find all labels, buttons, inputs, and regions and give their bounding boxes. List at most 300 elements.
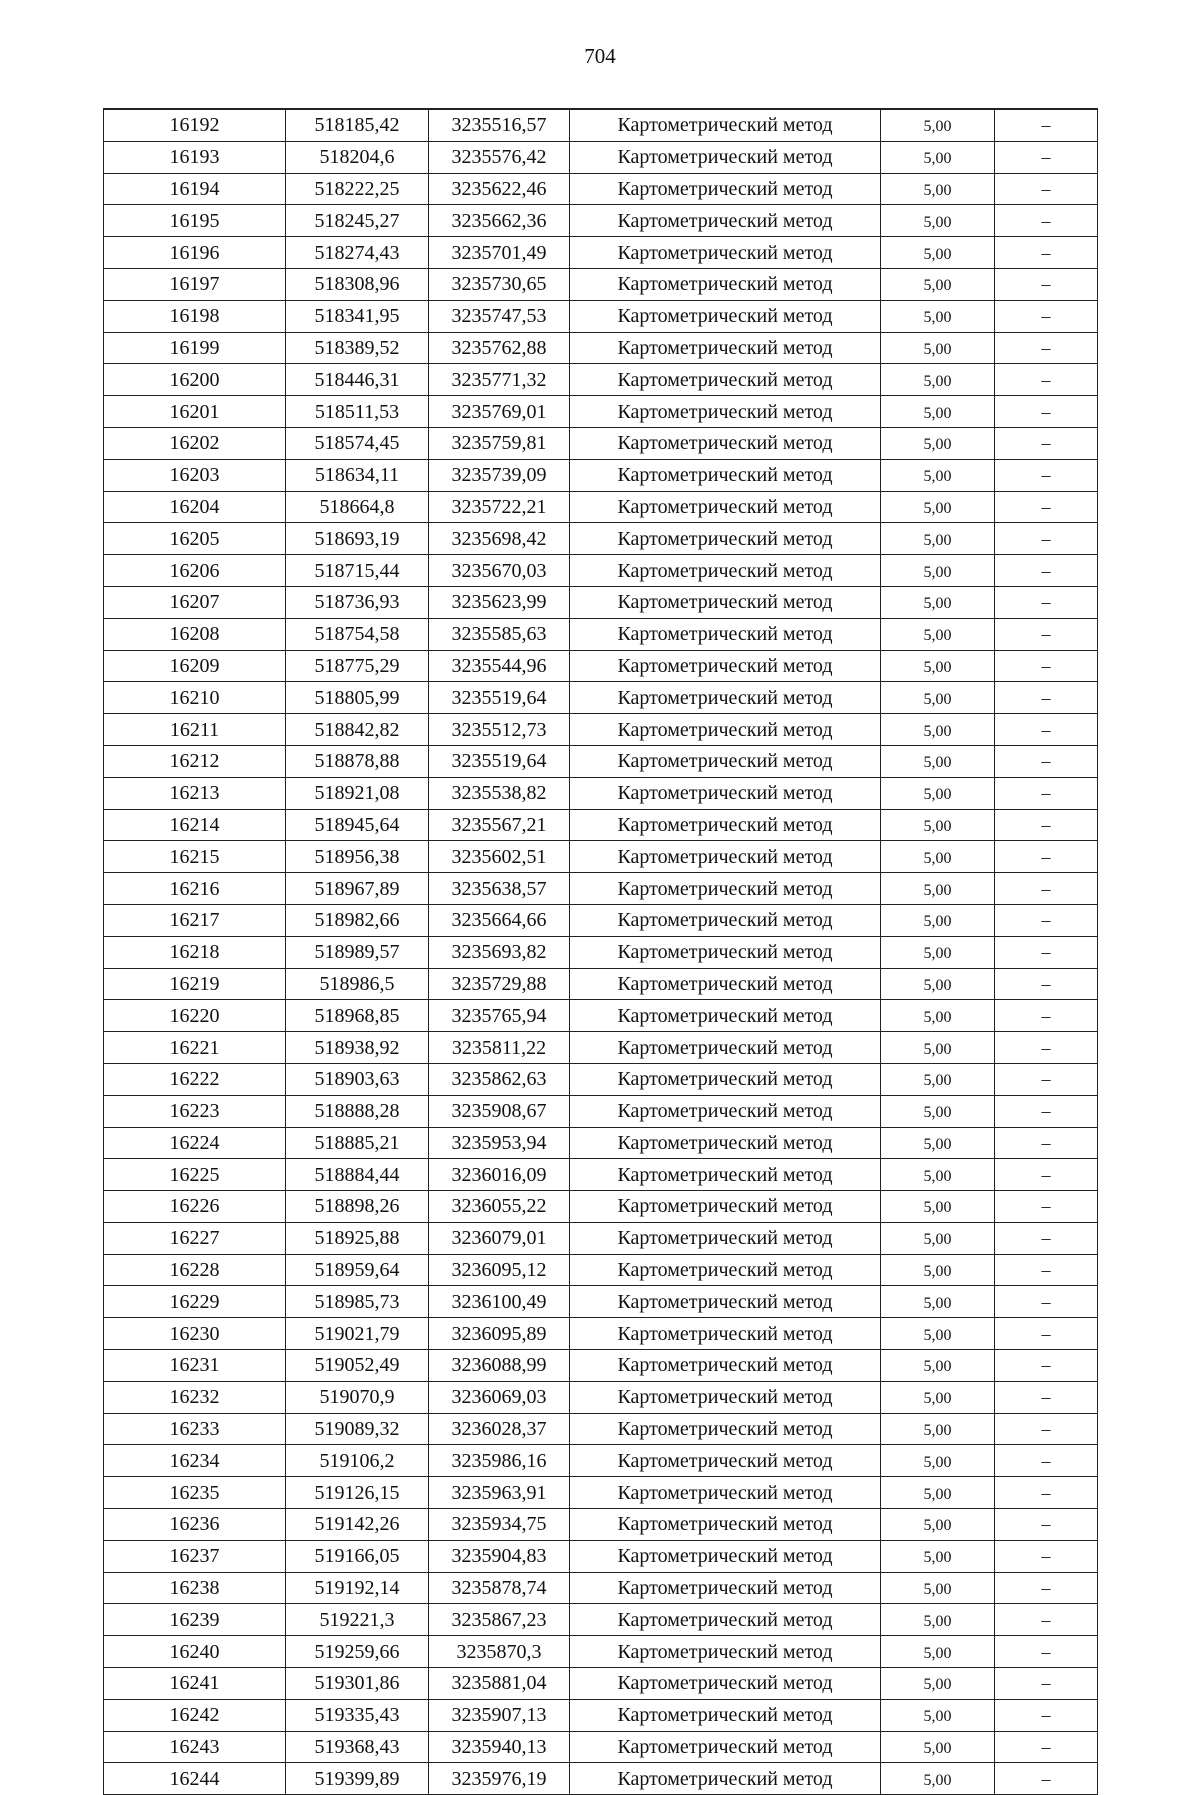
method-cell: Картометрический метод	[570, 904, 881, 936]
accuracy-cell: 5,00	[881, 904, 995, 936]
table-row	[104, 1509, 1098, 1541]
y-coordinate-cell: 3235986,16	[429, 1445, 570, 1477]
method-cell: Картометрический метод	[570, 427, 881, 459]
accuracy-cell: 5,00	[881, 873, 995, 905]
method-cell: Картометрический метод	[570, 682, 881, 714]
x-coordinate-cell: 518982,66	[286, 904, 429, 936]
accuracy-cell: 5,00	[881, 1063, 995, 1095]
point-number-cell: 16238	[104, 1572, 286, 1604]
table-row	[104, 141, 1098, 173]
method-cell: Картометрический метод	[570, 1191, 881, 1223]
point-number-cell: 16196	[104, 237, 286, 269]
accuracy-cell: 5,00	[881, 809, 995, 841]
y-coordinate-cell: 3235670,03	[429, 555, 570, 587]
y-coordinate-cell: 3235730,65	[429, 268, 570, 300]
point-number-cell: 16201	[104, 396, 286, 428]
coordinates-table	[103, 108, 1098, 1795]
accuracy-cell: 5,00	[881, 745, 995, 777]
table-row	[104, 523, 1098, 555]
point-number-cell: 16224	[104, 1127, 286, 1159]
note-cell: –	[995, 459, 1098, 491]
point-number-cell: 16199	[104, 332, 286, 364]
point-number-cell: 16216	[104, 873, 286, 905]
table-row	[104, 1636, 1098, 1668]
accuracy-cell: 5,00	[881, 1254, 995, 1286]
note-cell: –	[995, 968, 1098, 1000]
note-cell: –	[995, 586, 1098, 618]
method-cell: Картометрический метод	[570, 1159, 881, 1191]
table-row	[104, 1699, 1098, 1731]
note-cell: –	[995, 1350, 1098, 1382]
x-coordinate-cell: 518308,96	[286, 268, 429, 300]
table-row	[104, 809, 1098, 841]
point-number-cell: 16234	[104, 1445, 286, 1477]
y-coordinate-cell: 3236016,09	[429, 1159, 570, 1191]
method-cell: Картометрический метод	[570, 777, 881, 809]
x-coordinate-cell: 518925,88	[286, 1222, 429, 1254]
y-coordinate-cell: 3235664,66	[429, 904, 570, 936]
method-cell: Картометрический метод	[570, 1286, 881, 1318]
method-cell: Картометрический метод	[570, 1540, 881, 1572]
method-cell: Картометрический метод	[570, 364, 881, 396]
point-number-cell: 16205	[104, 523, 286, 555]
method-cell: Картометрический метод	[570, 1032, 881, 1064]
point-number-cell: 16221	[104, 1032, 286, 1064]
table-row	[104, 904, 1098, 936]
point-number-cell: 16204	[104, 491, 286, 523]
point-number-cell: 16223	[104, 1095, 286, 1127]
accuracy-cell: 5,00	[881, 141, 995, 173]
x-coordinate-cell: 518222,25	[286, 173, 429, 205]
x-coordinate-cell: 518885,21	[286, 1127, 429, 1159]
x-coordinate-cell: 518968,85	[286, 1000, 429, 1032]
point-number-cell: 16239	[104, 1604, 286, 1636]
x-coordinate-cell: 519106,2	[286, 1445, 429, 1477]
method-cell: Картометрический метод	[570, 1604, 881, 1636]
accuracy-cell: 5,00	[881, 936, 995, 968]
point-number-cell: 16218	[104, 936, 286, 968]
y-coordinate-cell: 3235538,82	[429, 777, 570, 809]
note-cell: –	[995, 936, 1098, 968]
note-cell: –	[995, 109, 1098, 141]
method-cell: Картометрический метод	[570, 205, 881, 237]
accuracy-cell: 5,00	[881, 1222, 995, 1254]
point-number-cell: 16240	[104, 1636, 286, 1668]
table-row	[104, 1381, 1098, 1413]
x-coordinate-cell: 519126,15	[286, 1477, 429, 1509]
method-cell: Картометрический метод	[570, 1731, 881, 1763]
x-coordinate-cell: 518634,11	[286, 459, 429, 491]
table-row	[104, 205, 1098, 237]
point-number-cell: 16225	[104, 1159, 286, 1191]
coordinates-table-body	[104, 109, 1098, 1795]
y-coordinate-cell: 3235623,99	[429, 586, 570, 618]
point-number-cell: 16209	[104, 650, 286, 682]
table-row	[104, 936, 1098, 968]
table-row	[104, 586, 1098, 618]
note-cell: –	[995, 1731, 1098, 1763]
y-coordinate-cell: 3235722,21	[429, 491, 570, 523]
table-row	[104, 1350, 1098, 1382]
method-cell: Картометрический метод	[570, 1000, 881, 1032]
method-cell: Картометрический метод	[570, 1636, 881, 1668]
y-coordinate-cell: 3235544,96	[429, 650, 570, 682]
x-coordinate-cell: 519021,79	[286, 1318, 429, 1350]
note-cell: –	[995, 268, 1098, 300]
x-coordinate-cell: 518446,31	[286, 364, 429, 396]
x-coordinate-cell: 518884,44	[286, 1159, 429, 1191]
accuracy-cell: 5,00	[881, 586, 995, 618]
note-cell: –	[995, 237, 1098, 269]
x-coordinate-cell: 519166,05	[286, 1540, 429, 1572]
accuracy-cell: 5,00	[881, 491, 995, 523]
note-cell: –	[995, 396, 1098, 428]
note-cell: –	[995, 1318, 1098, 1350]
x-coordinate-cell: 518986,5	[286, 968, 429, 1000]
point-number-cell: 16242	[104, 1699, 286, 1731]
method-cell: Картометрический метод	[570, 1381, 881, 1413]
accuracy-cell: 5,00	[881, 459, 995, 491]
table-row	[104, 491, 1098, 523]
y-coordinate-cell: 3235516,57	[429, 109, 570, 141]
method-cell: Картометрический метод	[570, 809, 881, 841]
table-row	[104, 1477, 1098, 1509]
method-cell: Картометрический метод	[570, 1477, 881, 1509]
note-cell: –	[995, 1445, 1098, 1477]
note-cell: –	[995, 205, 1098, 237]
method-cell: Картометрический метод	[570, 1413, 881, 1445]
point-number-cell: 16236	[104, 1509, 286, 1541]
point-number-cell: 16241	[104, 1668, 286, 1700]
accuracy-cell: 5,00	[881, 1381, 995, 1413]
note-cell: –	[995, 1095, 1098, 1127]
table-row	[104, 1413, 1098, 1445]
y-coordinate-cell: 3236055,22	[429, 1191, 570, 1223]
x-coordinate-cell: 518903,63	[286, 1063, 429, 1095]
method-cell: Картометрический метод	[570, 300, 881, 332]
method-cell: Картометрический метод	[570, 841, 881, 873]
page-number: 704	[584, 44, 616, 68]
table-row	[104, 1286, 1098, 1318]
accuracy-cell: 5,00	[881, 1000, 995, 1032]
note-cell: –	[995, 1159, 1098, 1191]
point-number-cell: 16193	[104, 141, 286, 173]
table-row	[104, 1763, 1098, 1795]
table-row	[104, 109, 1098, 141]
x-coordinate-cell: 518775,29	[286, 650, 429, 682]
accuracy-cell: 5,00	[881, 1636, 995, 1668]
accuracy-cell: 5,00	[881, 1159, 995, 1191]
table-row	[104, 1540, 1098, 1572]
table-row	[104, 1127, 1098, 1159]
accuracy-cell: 5,00	[881, 650, 995, 682]
point-number-cell: 16235	[104, 1477, 286, 1509]
table-row	[104, 1191, 1098, 1223]
point-number-cell: 16229	[104, 1286, 286, 1318]
method-cell: Картометрический метод	[570, 491, 881, 523]
point-number-cell: 16226	[104, 1191, 286, 1223]
accuracy-cell: 5,00	[881, 1413, 995, 1445]
note-cell: –	[995, 809, 1098, 841]
point-number-cell: 16212	[104, 745, 286, 777]
note-cell: –	[995, 1763, 1098, 1795]
accuracy-cell: 5,00	[881, 1286, 995, 1318]
accuracy-cell: 5,00	[881, 1032, 995, 1064]
point-number-cell: 16219	[104, 968, 286, 1000]
table-row	[104, 555, 1098, 587]
method-cell: Картометрический метод	[570, 1509, 881, 1541]
x-coordinate-cell: 518341,95	[286, 300, 429, 332]
x-coordinate-cell: 518938,92	[286, 1032, 429, 1064]
accuracy-cell: 5,00	[881, 1572, 995, 1604]
point-number-cell: 16203	[104, 459, 286, 491]
table-row	[104, 777, 1098, 809]
accuracy-cell: 5,00	[881, 1191, 995, 1223]
table-row	[104, 268, 1098, 300]
accuracy-cell: 5,00	[881, 427, 995, 459]
x-coordinate-cell: 518805,99	[286, 682, 429, 714]
y-coordinate-cell: 3235765,94	[429, 1000, 570, 1032]
y-coordinate-cell: 3236095,12	[429, 1254, 570, 1286]
note-cell: –	[995, 491, 1098, 523]
note-cell: –	[995, 873, 1098, 905]
y-coordinate-cell: 3235693,82	[429, 936, 570, 968]
note-cell: –	[995, 300, 1098, 332]
note-cell: –	[995, 427, 1098, 459]
method-cell: Картометрический метод	[570, 459, 881, 491]
x-coordinate-cell: 518715,44	[286, 555, 429, 587]
x-coordinate-cell: 518664,8	[286, 491, 429, 523]
accuracy-cell: 5,00	[881, 268, 995, 300]
y-coordinate-cell: 3235878,74	[429, 1572, 570, 1604]
x-coordinate-cell: 519368,43	[286, 1731, 429, 1763]
table-row	[104, 1032, 1098, 1064]
point-number-cell: 16200	[104, 364, 286, 396]
x-coordinate-cell: 519221,3	[286, 1604, 429, 1636]
x-coordinate-cell: 518878,88	[286, 745, 429, 777]
table-row	[104, 650, 1098, 682]
table-row	[104, 1604, 1098, 1636]
y-coordinate-cell: 3235908,67	[429, 1095, 570, 1127]
note-cell: –	[995, 1127, 1098, 1159]
note-cell: –	[995, 555, 1098, 587]
y-coordinate-cell: 3235585,63	[429, 618, 570, 650]
accuracy-cell: 5,00	[881, 1604, 995, 1636]
point-number-cell: 16233	[104, 1413, 286, 1445]
x-coordinate-cell: 518967,89	[286, 873, 429, 905]
table-row	[104, 1095, 1098, 1127]
table-row	[104, 427, 1098, 459]
note-cell: –	[995, 1572, 1098, 1604]
x-coordinate-cell: 519052,49	[286, 1350, 429, 1382]
y-coordinate-cell: 3236028,37	[429, 1413, 570, 1445]
method-cell: Картометрический метод	[570, 1445, 881, 1477]
note-cell: –	[995, 777, 1098, 809]
table-row	[104, 332, 1098, 364]
note-cell: –	[995, 1636, 1098, 1668]
accuracy-cell: 5,00	[881, 1318, 995, 1350]
point-number-cell: 16232	[104, 1381, 286, 1413]
table-row	[104, 841, 1098, 873]
y-coordinate-cell: 3235907,13	[429, 1699, 570, 1731]
method-cell: Картометрический метод	[570, 618, 881, 650]
table-row	[104, 1063, 1098, 1095]
method-cell: Картометрический метод	[570, 555, 881, 587]
note-cell: –	[995, 618, 1098, 650]
accuracy-cell: 5,00	[881, 109, 995, 141]
y-coordinate-cell: 3236069,03	[429, 1381, 570, 1413]
note-cell: –	[995, 904, 1098, 936]
accuracy-cell: 5,00	[881, 682, 995, 714]
x-coordinate-cell: 518754,58	[286, 618, 429, 650]
accuracy-cell: 5,00	[881, 1668, 995, 1700]
x-coordinate-cell: 518511,53	[286, 396, 429, 428]
y-coordinate-cell: 3235759,81	[429, 427, 570, 459]
accuracy-cell: 5,00	[881, 1127, 995, 1159]
y-coordinate-cell: 3235729,88	[429, 968, 570, 1000]
point-number-cell: 16208	[104, 618, 286, 650]
note-cell: –	[995, 364, 1098, 396]
point-number-cell: 16222	[104, 1063, 286, 1095]
accuracy-cell: 5,00	[881, 396, 995, 428]
point-number-cell: 16198	[104, 300, 286, 332]
method-cell: Картометрический метод	[570, 1318, 881, 1350]
y-coordinate-cell: 3235519,64	[429, 745, 570, 777]
table-row	[104, 968, 1098, 1000]
y-coordinate-cell: 3235881,04	[429, 1668, 570, 1700]
x-coordinate-cell: 518389,52	[286, 332, 429, 364]
table-row	[104, 237, 1098, 269]
method-cell: Картометрический метод	[570, 1699, 881, 1731]
table-row	[104, 618, 1098, 650]
accuracy-cell: 5,00	[881, 300, 995, 332]
note-cell: –	[995, 332, 1098, 364]
y-coordinate-cell: 3235762,88	[429, 332, 570, 364]
x-coordinate-cell: 519301,86	[286, 1668, 429, 1700]
table-row	[104, 364, 1098, 396]
accuracy-cell: 5,00	[881, 618, 995, 650]
note-cell: –	[995, 1699, 1098, 1731]
x-coordinate-cell: 518888,28	[286, 1095, 429, 1127]
y-coordinate-cell: 3236079,01	[429, 1222, 570, 1254]
x-coordinate-cell: 518245,27	[286, 205, 429, 237]
y-coordinate-cell: 3235519,64	[429, 682, 570, 714]
y-coordinate-cell: 3235622,46	[429, 173, 570, 205]
method-cell: Картометрический метод	[570, 745, 881, 777]
point-number-cell: 16230	[104, 1318, 286, 1350]
note-cell: –	[995, 1286, 1098, 1318]
note-cell: –	[995, 1063, 1098, 1095]
y-coordinate-cell: 3235769,01	[429, 396, 570, 428]
y-coordinate-cell: 3235771,32	[429, 364, 570, 396]
accuracy-cell: 5,00	[881, 555, 995, 587]
table-row	[104, 396, 1098, 428]
x-coordinate-cell: 518921,08	[286, 777, 429, 809]
method-cell: Картометрический метод	[570, 968, 881, 1000]
point-number-cell: 16207	[104, 586, 286, 618]
accuracy-cell: 5,00	[881, 1350, 995, 1382]
method-cell: Картометрический метод	[570, 109, 881, 141]
method-cell: Картометрический метод	[570, 173, 881, 205]
y-coordinate-cell: 3236088,99	[429, 1350, 570, 1382]
y-coordinate-cell: 3235862,63	[429, 1063, 570, 1095]
x-coordinate-cell: 518985,73	[286, 1286, 429, 1318]
note-cell: –	[995, 1668, 1098, 1700]
table-row	[104, 1668, 1098, 1700]
x-coordinate-cell: 519070,9	[286, 1381, 429, 1413]
x-coordinate-cell: 518736,93	[286, 586, 429, 618]
method-cell: Картометрический метод	[570, 1350, 881, 1382]
accuracy-cell: 5,00	[881, 173, 995, 205]
method-cell: Картометрический метод	[570, 714, 881, 746]
accuracy-cell: 5,00	[881, 777, 995, 809]
y-coordinate-cell: 3235867,23	[429, 1604, 570, 1636]
y-coordinate-cell: 3235811,22	[429, 1032, 570, 1064]
method-cell: Картометрический метод	[570, 1668, 881, 1700]
point-number-cell: 16237	[104, 1540, 286, 1572]
note-cell: –	[995, 1413, 1098, 1445]
note-cell: –	[995, 1604, 1098, 1636]
accuracy-cell: 5,00	[881, 1445, 995, 1477]
note-cell: –	[995, 1509, 1098, 1541]
table-row	[104, 1731, 1098, 1763]
accuracy-cell: 5,00	[881, 237, 995, 269]
point-number-cell: 16202	[104, 427, 286, 459]
table-row	[104, 173, 1098, 205]
point-number-cell: 16231	[104, 1350, 286, 1382]
accuracy-cell: 5,00	[881, 332, 995, 364]
method-cell: Картометрический метод	[570, 586, 881, 618]
note-cell: –	[995, 523, 1098, 555]
x-coordinate-cell: 519089,32	[286, 1413, 429, 1445]
x-coordinate-cell: 518945,64	[286, 809, 429, 841]
method-cell: Картометрический метод	[570, 1222, 881, 1254]
method-cell: Картометрический метод	[570, 332, 881, 364]
point-number-cell: 16228	[104, 1254, 286, 1286]
x-coordinate-cell: 518989,57	[286, 936, 429, 968]
table-row	[104, 714, 1098, 746]
point-number-cell: 16211	[104, 714, 286, 746]
y-coordinate-cell: 3235934,75	[429, 1509, 570, 1541]
note-cell: –	[995, 1254, 1098, 1286]
note-cell: –	[995, 1477, 1098, 1509]
note-cell: –	[995, 1191, 1098, 1223]
method-cell: Картометрический метод	[570, 936, 881, 968]
note-cell: –	[995, 682, 1098, 714]
method-cell: Картометрический метод	[570, 650, 881, 682]
accuracy-cell: 5,00	[881, 205, 995, 237]
note-cell: –	[995, 841, 1098, 873]
method-cell: Картометрический метод	[570, 1127, 881, 1159]
point-number-cell: 16217	[104, 904, 286, 936]
note-cell: –	[995, 1000, 1098, 1032]
method-cell: Картометрический метод	[570, 523, 881, 555]
note-cell: –	[995, 141, 1098, 173]
accuracy-cell: 5,00	[881, 1763, 995, 1795]
method-cell: Картометрический метод	[570, 396, 881, 428]
point-number-cell: 16243	[104, 1731, 286, 1763]
table-row	[104, 1000, 1098, 1032]
y-coordinate-cell: 3235512,73	[429, 714, 570, 746]
accuracy-cell: 5,00	[881, 1731, 995, 1763]
note-cell: –	[995, 714, 1098, 746]
point-number-cell: 16215	[104, 841, 286, 873]
table-row	[104, 682, 1098, 714]
note-cell: –	[995, 1222, 1098, 1254]
x-coordinate-cell: 519335,43	[286, 1699, 429, 1731]
x-coordinate-cell: 518956,38	[286, 841, 429, 873]
x-coordinate-cell: 519142,26	[286, 1509, 429, 1541]
